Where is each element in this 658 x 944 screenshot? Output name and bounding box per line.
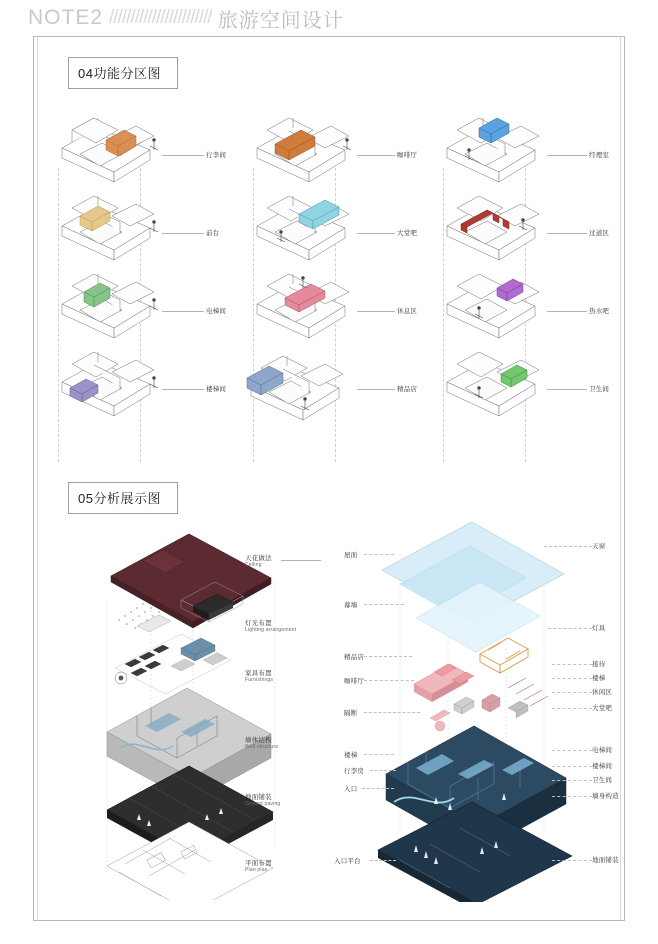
right-leader-l3 [364, 656, 412, 657]
right-leader-l7 [370, 770, 396, 771]
left-label-plan-cn: 平面布置 [245, 860, 272, 867]
zoning-leader-1-3 [162, 311, 204, 312]
zoning-block-1-3 [50, 266, 154, 344]
right-leader-r3 [552, 664, 592, 665]
left-leader-1 [281, 560, 321, 561]
zoning-block-3-3 [435, 266, 539, 344]
right-leader-l1 [364, 554, 394, 555]
right-label-left-8: 入口 [344, 786, 358, 793]
zoning-block-2-1 [245, 110, 349, 188]
right-label-right-8: 楼梯间 [592, 763, 613, 770]
zoning-block-3-1 [435, 110, 539, 188]
zoning-leader-2-1 [357, 155, 395, 156]
right-label-bottom: 入口平台 [334, 858, 361, 865]
right-leader-r1 [544, 546, 592, 547]
sheet-inner-rule-right [620, 37, 621, 920]
right-leader-r2 [548, 628, 592, 629]
header-note-label: NOTE2 [28, 6, 104, 29]
right-leader-l5 [364, 712, 420, 713]
zoning-label-2-2: 大堂吧 [397, 230, 418, 237]
zoning-label-3-2: 过道区 [589, 230, 610, 237]
right-leader-l6 [364, 754, 394, 755]
zoning-leader-1-4 [162, 389, 204, 390]
header-slashes-divider: //////////////////////// [109, 7, 212, 28]
right-leader-l2 [364, 604, 404, 605]
exploded-axon-left [85, 520, 300, 900]
zoning-column-1 [40, 110, 227, 440]
zoning-leader-3-2 [547, 233, 587, 234]
right-label-right-4: 楼梯 [592, 675, 606, 682]
right-leader-l8 [362, 788, 394, 789]
left-label-lighting-cn: 灯光布置 [245, 620, 272, 627]
zoning-leader-3-3 [547, 311, 587, 312]
zoning-label-1-4: 楼梯间 [206, 386, 227, 393]
zoning-block-2-3 [245, 266, 349, 344]
zoning-block-1-2 [50, 188, 154, 266]
left-label-plan-en: Plan plan [245, 867, 268, 873]
right-leader-r11 [552, 860, 592, 861]
zoning-label-2-4: 精品店 [397, 386, 418, 393]
right-leader-r10 [552, 796, 592, 797]
zoning-leader-2-4 [357, 389, 395, 390]
right-label-right-9: 卫生间 [592, 777, 613, 784]
zoning-leader-2-2 [357, 233, 395, 234]
right-label-right-2: 灯具 [592, 625, 606, 632]
left-label-wall-cn: 墙体结构 [245, 737, 272, 744]
right-label-right-3: 接待 [592, 661, 606, 668]
zoning-column-3 [425, 110, 615, 440]
right-leader-r9 [552, 780, 592, 781]
left-label-ceiling-en: Ceiling [245, 562, 262, 568]
zoning-block-1-4 [50, 344, 154, 422]
zoning-label-2-3: 休息区 [397, 308, 418, 315]
zoning-leader-3-4 [547, 389, 587, 390]
sheet-inner-rule-left [37, 37, 38, 920]
zoning-leader-1-2 [162, 233, 204, 234]
zoning-leader-2-3 [357, 311, 395, 312]
zoning-label-3-3: 热水吧 [589, 308, 610, 315]
left-label-lighting-en: Lighting arrangement [245, 627, 297, 633]
left-label-ceiling-cn: 天花做法 [245, 555, 272, 562]
right-label-left-2: 幕墙 [344, 602, 358, 609]
right-label-right-10: 墙身构造 [592, 793, 619, 800]
right-label-right-5: 休闲区 [592, 689, 613, 696]
right-label-left-6: 楼梯 [344, 752, 358, 759]
header-title: 旅游空间设计 [217, 9, 344, 32]
right-label-left-1: 屋面 [344, 552, 358, 559]
zoning-block-3-4 [435, 344, 539, 422]
right-label-left-3: 精品店 [344, 654, 365, 661]
zoning-leader-3-1 [547, 155, 587, 156]
right-leader-l4 [364, 680, 414, 681]
right-label-left-4: 咖啡厅 [344, 678, 365, 685]
left-label-furnishing-en: Furnishings [245, 677, 274, 683]
zoning-label-1-1: 行李间 [206, 152, 227, 159]
right-label-right-1: 天窗 [592, 543, 606, 550]
zoning-block-3-2 [435, 188, 539, 266]
right-label-right-6: 大堂吧 [592, 705, 613, 712]
section-title-analysis-display: 05分析展示图 [68, 482, 178, 514]
right-leader-r8 [552, 766, 592, 767]
right-leader-r6 [552, 708, 592, 709]
section-title-functional-zoning: 04功能分区图 [68, 57, 178, 89]
right-leader-bottom [370, 860, 396, 861]
left-label-wall-en: Wall structure [245, 744, 279, 750]
right-label-right-11: 地面铺装 [592, 857, 619, 864]
page-header [0, 0, 658, 36]
zoning-leader-1-1 [162, 155, 204, 156]
zoning-label-3-4: 卫生间 [589, 386, 610, 393]
right-leader-r4 [552, 678, 592, 679]
zoning-block-2-2 [245, 188, 349, 266]
zoning-label-1-3: 电梯间 [206, 308, 227, 315]
left-label-paving-en: Ground paving [245, 801, 281, 807]
right-label-right-7: 电梯间 [592, 747, 613, 754]
exploded-axon-right [330, 512, 620, 902]
left-label-paving-cn: 地面铺装 [245, 794, 272, 801]
zoning-block-1-1 [50, 110, 154, 188]
zoning-label-2-1: 咖啡厅 [397, 152, 418, 159]
right-label-left-7: 行李房 [344, 768, 365, 775]
left-label-furnishing-cn: 家具布置 [245, 670, 272, 677]
zoning-block-2-4 [239, 348, 343, 426]
right-label-left-5: 隔断 [344, 710, 358, 717]
zoning-column-2 [235, 110, 420, 440]
zoning-label-3-1: 经理室 [589, 152, 610, 159]
right-leader-r5 [552, 692, 592, 693]
zoning-label-1-2: 前台 [206, 230, 220, 237]
right-leader-r7 [552, 750, 592, 751]
